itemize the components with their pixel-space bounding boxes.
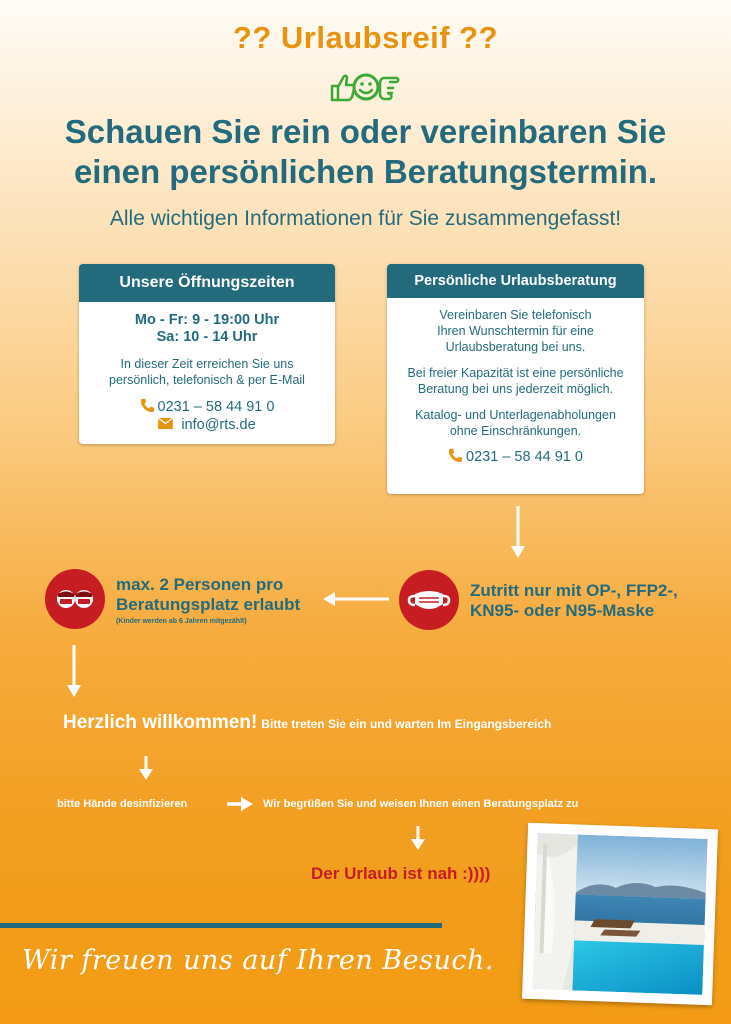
headline-line2: einen persönlichen Beratungstermin. <box>73 153 658 190</box>
opening-hours-card <box>79 264 335 444</box>
arrow-down-icon <box>139 756 153 780</box>
hours-weekdays: Mo - Fr: 9 - 19:00 Uhr <box>134 312 280 328</box>
arrow-right-icon <box>227 797 253 811</box>
advice-p3-line1: Katalog- und Unterlagenabholungen <box>415 408 616 422</box>
persons-badge <box>45 569 105 629</box>
mask-badge <box>399 570 459 630</box>
arrow-left-icon <box>323 592 389 606</box>
persons-text <box>116 575 300 625</box>
mask-line2: KN95- oder N95-Maske <box>470 601 655 620</box>
page-title: ?? Urlaubsreif ?? <box>232 20 499 55</box>
advice-card <box>387 264 644 494</box>
arrow-down-icon <box>67 645 81 697</box>
welcome-text: Bitte treten Sie ein und warten Im Eingangsbereich <box>261 717 552 731</box>
hours-note-line2: persönlich, telefonisch & per E-Mail <box>109 373 305 387</box>
phone-icon <box>448 448 462 462</box>
mask-line1: Zutritt nur mit OP-, FFP2-, <box>470 581 678 600</box>
hours-email-row[interactable] <box>79 416 335 434</box>
arrow-down-icon <box>511 506 525 558</box>
closing-text: Der Urlaub ist nah :)))) <box>311 864 491 883</box>
hours-email[interactable]: info@rts.de <box>181 417 256 433</box>
pointing-hand-icon <box>380 78 398 99</box>
advice-p1-line1: Vereinbaren Sie telefonisch <box>439 308 592 322</box>
welcome-title: Herzlich willkommen! <box>63 712 258 733</box>
smiley-icon <box>354 75 378 99</box>
phone-icon <box>140 398 154 412</box>
mail-icon <box>158 418 173 429</box>
persons-line1: max. 2 Personen pro <box>116 575 284 594</box>
footer-divider <box>0 923 442 928</box>
opening-hours-title: Unsere Öffnungszeiten <box>79 264 335 302</box>
persons-note: (Kinder werden ab 6 Jahren mitgezählt) <box>116 618 247 625</box>
people-icon <box>45 569 105 629</box>
arrow-down-icon <box>411 826 425 850</box>
pool-terrace-image <box>532 833 707 995</box>
step-disinfect: bitte Hände desinfizieren <box>57 798 188 810</box>
step-greet: Wir begrüßen Sie und weisen Ihnen einen Beratungsplatz zu <box>263 798 579 810</box>
advice-phone-row[interactable] <box>387 448 644 466</box>
advice-p1-line2: Ihren Wunschtermin für eine <box>437 324 594 338</box>
mask-text <box>470 581 678 621</box>
advice-p1-line3: Urlaubsberatung bei uns. <box>445 340 586 354</box>
hours-saturday: Sa: 10 - 14 Uhr <box>156 329 258 345</box>
advice-title: Persönliche Urlaubsberatung <box>387 264 644 298</box>
persons-line2: Beratungsplatz erlaubt <box>116 595 301 614</box>
thumbs-up-icon <box>328 70 404 104</box>
advice-phone[interactable]: 0231 – 58 44 91 0 <box>466 449 583 465</box>
welcome-line <box>63 712 551 734</box>
hours-phone[interactable]: 0231 – 58 44 91 0 <box>157 399 275 415</box>
hours-phone-row[interactable] <box>79 398 335 416</box>
advice-p3-line2: ohne Einschränkungen. <box>449 424 582 438</box>
mask-icon <box>399 570 459 630</box>
advice-p2-line1: Bei freier Kapazität ist eine persönliche <box>407 366 624 380</box>
emoji-row <box>328 70 404 104</box>
advice-p2-line2: Beratung bei uns jederzeit möglich. <box>417 382 614 396</box>
subline: Alle wichtigen Informationen für Sie zusammengefasst! <box>109 207 622 230</box>
headline-line1: Schauen Sie rein oder vereinbaren Sie <box>64 113 667 150</box>
holiday-photo <box>522 823 718 1006</box>
headline <box>0 112 731 192</box>
hours-note-line1: In dieser Zeit erreichen Sie uns <box>120 357 294 371</box>
footer-script-text: Wir freuen uns auf Ihren Besuch. <box>22 945 494 976</box>
